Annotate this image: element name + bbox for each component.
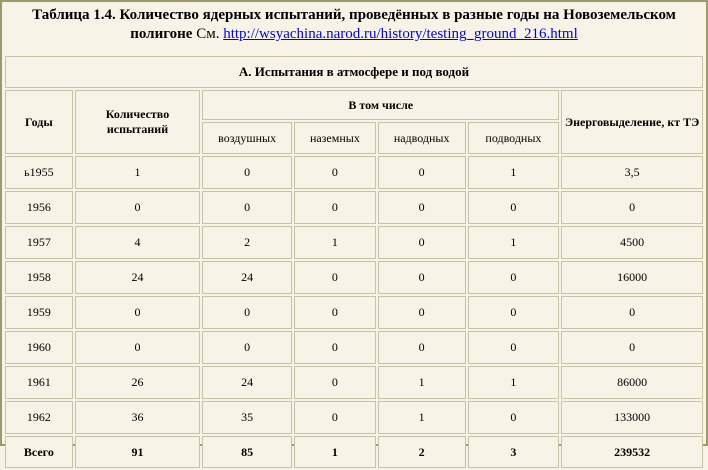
col-header-air: воздушных [202, 122, 292, 154]
cell-count: 0 [75, 331, 201, 364]
section-header: А. Испытания в атмосфере и под водой [5, 56, 703, 88]
cell-year: 1961 [5, 366, 73, 399]
total-ground: 1 [294, 436, 376, 468]
table-row [5, 366, 703, 399]
table-row [5, 191, 703, 224]
cell-year: 1958 [5, 261, 73, 294]
cell-energy: 3,5 [561, 156, 703, 189]
table-row [5, 331, 703, 364]
cell-count: 4 [75, 226, 201, 259]
cell-year: ь1955 [5, 156, 73, 189]
cell-underwater: 0 [468, 261, 560, 294]
total-energy: 239532 [561, 436, 703, 468]
cell-air: 0 [202, 156, 292, 189]
table-caption [2, 6, 706, 44]
cell-energy: 4500 [561, 226, 703, 259]
col-header-ground: наземных [294, 122, 376, 154]
cell-air: 24 [202, 261, 292, 294]
cell-underwater: 0 [468, 401, 560, 434]
cell-surface: 0 [378, 331, 466, 364]
cell-ground: 0 [294, 261, 376, 294]
cell-surface: 0 [378, 226, 466, 259]
cell-surface: 1 [378, 366, 466, 399]
cell-underwater: 1 [468, 156, 560, 189]
total-surface: 2 [378, 436, 466, 468]
cell-underwater: 0 [468, 331, 560, 364]
cell-surface: 0 [378, 156, 466, 189]
cell-energy: 0 [561, 331, 703, 364]
cell-count: 36 [75, 401, 201, 434]
col-header-surface: надводных [378, 122, 466, 154]
table-row [5, 261, 703, 294]
cell-year: 1959 [5, 296, 73, 329]
cell-surface: 1 [378, 401, 466, 434]
cell-underwater: 0 [468, 296, 560, 329]
total-count: 91 [75, 436, 201, 468]
cell-air: 0 [202, 296, 292, 329]
table-row [5, 296, 703, 329]
cell-count: 24 [75, 261, 201, 294]
see-text: См. [196, 26, 220, 42]
cell-count: 0 [75, 191, 201, 224]
table-row [5, 156, 703, 189]
cell-air: 0 [202, 331, 292, 364]
cell-count: 1 [75, 156, 201, 189]
col-header-including: В том числе [202, 90, 559, 120]
cell-air: 35 [202, 401, 292, 434]
cell-energy: 0 [561, 191, 703, 224]
tests-table [3, 54, 705, 470]
col-header-year: Годы [5, 90, 73, 154]
total-underwater: 3 [468, 436, 560, 468]
col-header-underwater: подводных [468, 122, 560, 154]
cell-ground: 0 [294, 401, 376, 434]
cell-air: 24 [202, 366, 292, 399]
cell-surface: 0 [378, 296, 466, 329]
cell-year: 1957 [5, 226, 73, 259]
table-row [5, 401, 703, 434]
cell-ground: 0 [294, 191, 376, 224]
total-row [5, 436, 703, 468]
cell-count: 0 [75, 296, 201, 329]
cell-energy: 86000 [561, 366, 703, 399]
col-header-count: Количество испытаний [75, 90, 201, 154]
cell-count: 26 [75, 366, 201, 399]
cell-energy: 16000 [561, 261, 703, 294]
total-air: 85 [202, 436, 292, 468]
cell-surface: 0 [378, 261, 466, 294]
cell-ground: 0 [294, 331, 376, 364]
cell-air: 2 [202, 226, 292, 259]
cell-underwater: 1 [468, 366, 560, 399]
cell-ground: 0 [294, 366, 376, 399]
table-row [5, 226, 703, 259]
cell-air: 0 [202, 191, 292, 224]
col-header-energy: Энерговыделение, кт ТЭ [561, 90, 703, 154]
cell-surface: 0 [378, 191, 466, 224]
cell-ground: 0 [294, 156, 376, 189]
cell-energy: 133000 [561, 401, 703, 434]
cell-year: 1962 [5, 401, 73, 434]
caption-text: Таблица 1.4. Количество ядерных испытаний, проведённых в разные годы на Новоземельском полигоне [32, 7, 676, 42]
cell-ground: 1 [294, 226, 376, 259]
cell-energy: 0 [561, 296, 703, 329]
cell-underwater: 1 [468, 226, 560, 259]
source-link[interactable]: http://wsyachina.narod.ru/history/testing_ground_216.html [223, 26, 578, 42]
cell-year: 1960 [5, 331, 73, 364]
total-label: Всего [5, 436, 73, 468]
cell-year: 1956 [5, 191, 73, 224]
cell-underwater: 0 [468, 191, 560, 224]
cell-ground: 0 [294, 296, 376, 329]
